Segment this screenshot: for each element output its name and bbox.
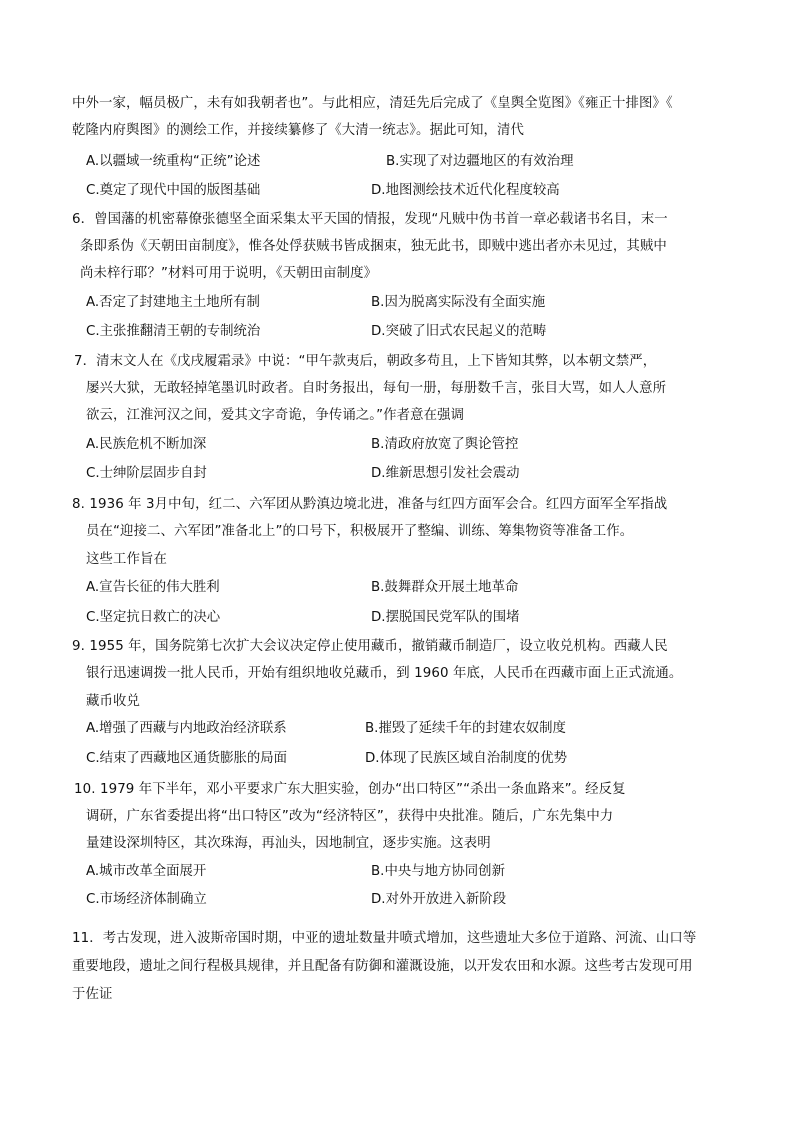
q9-text-line-1: 9. 1955 年，国务院第七次扩大会议决定停止使用藏币，撤销藏币制造厂，设立收兑机构。西藏人民 (72, 639, 668, 654)
q8-option-a[interactable]: A.宣告长征的伟大胜利 (86, 580, 220, 595)
q5-option-c[interactable]: C.奠定了现代中国的版图基础 (86, 183, 261, 198)
q7-option-a[interactable]: A.民族危机不断加深 (86, 437, 207, 452)
q6-option-b[interactable]: B.因为脱离实际没有全面实施 (371, 295, 546, 310)
q6-text-line-3: 尚未梓行耶？”材料可用于说明，《天朝田亩制度》 (80, 266, 378, 281)
q6-option-c[interactable]: C.主张推翻清王朝的专制统治 (86, 324, 261, 339)
q10-option-d[interactable]: D.对外开放进入新阶段 (371, 892, 507, 907)
q8-option-c[interactable]: C.坚定抗日救亡的决心 (86, 610, 221, 625)
q7-text-line-3: 欲云，江淮河汉之间，爱其文字奇诡，争传诵之。”作者意在强调 (86, 408, 465, 423)
q9-option-d[interactable]: D.体现了民族区域自治制度的优势 (365, 751, 568, 766)
q10-option-a[interactable]: A.城市改革全面展开 (86, 864, 207, 879)
q11-text-line-3: 于佐证 (72, 987, 113, 1002)
q10-text-line-2: 调研，广东省委提出将“出口特区”改为“经济特区”，获得中央批准。随后，广东先集中力 (86, 809, 614, 824)
q8-text-line-1: 8. 1936 年 3月中旬，红二、六军团从黔滇边境北进，准备与红四方面军会合。红四方面军全军指战 (72, 497, 668, 512)
q11-text-line-1: 11．考古发现，进入波斯帝国时期，中亚的遗址数量井喷式增加，这些遗址大多位于道路、河流、山口等 (72, 931, 697, 946)
q10-text-line-3: 量建设深圳特区，其次珠海，再汕头，因地制宜，逐步实施。这表明 (86, 836, 491, 851)
q10-text-line-1: 10. 1979 年下半年，邓小平要求广东大胆实验，创办“出口特区”“杀出一条血路来”。经反复 (74, 782, 626, 797)
q5-option-b[interactable]: B.实现了对边疆地区的有效治理 (386, 154, 574, 169)
q9-option-a[interactable]: A.增强了西藏与内地政治经济联系 (86, 721, 287, 736)
q9-option-b[interactable]: B.摧毁了延续千年的封建农奴制度 (365, 721, 566, 736)
q7-option-b[interactable]: B.清政府放宽了舆论管控 (371, 437, 519, 452)
q10-option-b[interactable]: B.中央与地方协同创新 (371, 864, 505, 879)
q5-text-line-1: 中外一家，幅员极广，未有如我朝者也”。与此相应，清廷先后完成了《皇舆全览图》《雍正十排图》《 (72, 96, 673, 111)
q7-option-c[interactable]: C.士绅阶层固步自封 (86, 466, 207, 481)
q5-option-d[interactable]: D.地图测绘技术近代化程度较高 (371, 183, 560, 198)
q11-text-line-2: 重要地段，遗址之间行程极具规律，并且配备有防御和灌溉设施，以开发农田和水源。这些考古发现可用 (72, 959, 693, 974)
q6-option-d[interactable]: D.突破了旧式农民起义的范畴 (371, 324, 547, 339)
q7-text-line-1: 7．清末文人在《戊戌履霜录》中说：“甲午款夷后，朝政多苟且，上下皆知其弊，以本朝文禁严， (74, 354, 657, 369)
q6-text-line-2: 条即系伪《天朝田亩制度》，惟各处俘获贼书皆成捆束，独无此书，即贼中逃出者亦未见过，其贼中 (80, 239, 667, 254)
q8-option-d[interactable]: D.摆脱国民党军队的围堵 (371, 610, 520, 625)
q8-option-b[interactable]: B.鼓舞群众开展土地革命 (371, 580, 519, 595)
q9-text-line-2: 银行迅速调拨一批人民币，开始有组织地收兑藏币，到 1960 年底，人民币在西藏市面上正式流通。 (86, 666, 683, 681)
q8-text-line-2: 员在“迎接二、六军团”准备北上”的口号下，积极展开了整编、训练、筹集物资等准备工作。 (86, 524, 634, 539)
q7-option-d[interactable]: D.维新思想引发社会震动 (371, 466, 520, 481)
q9-option-c[interactable]: C.结束了西藏地区通货膨胀的局面 (86, 751, 288, 766)
q8-text-line-3: 这些工作旨在 (86, 552, 167, 567)
q7-text-line-2: 屡兴大狱，无敢轻掉笔墨讥时政者。自时务报出，每旬一册，每册数千言，张目大骂，如人人意所 (86, 381, 667, 396)
q6-text-line-1: 6．曾国藩的机密幕僚张德坚全面采集太平天国的情报，发现“凡贼中伪书首一章必载诸书名目，末一 (72, 212, 668, 227)
q5-option-a[interactable]: A.以疆域一统重构“正统”论述 (86, 154, 261, 169)
q9-text-line-3: 藏币收兑 (86, 694, 140, 709)
q5-text-line-2: 乾隆内府舆图》的测绘工作，并接续纂修了《大清一统志》。据此可知，清代 (72, 123, 524, 138)
q6-option-a[interactable]: A.否定了封建地主土地所有制 (86, 295, 260, 310)
q10-option-c[interactable]: C.市场经济体制确立 (86, 892, 207, 907)
